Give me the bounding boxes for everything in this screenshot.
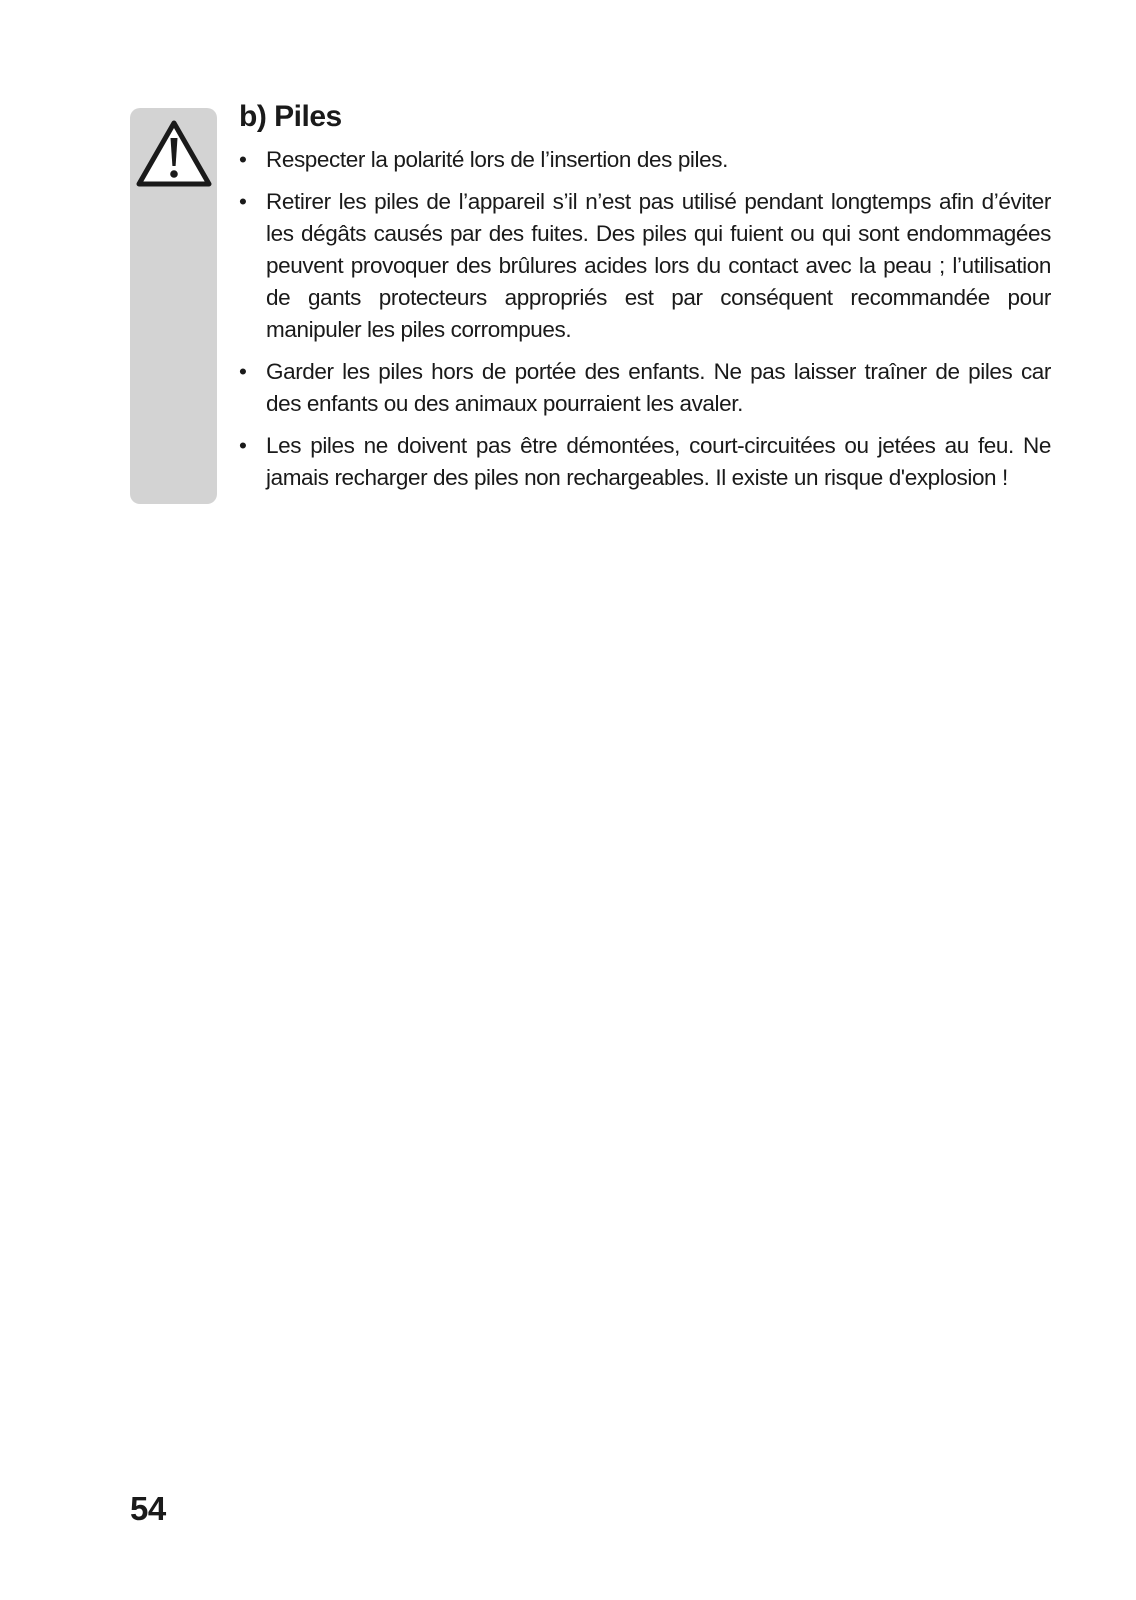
list-item-text: Respecter la polarité lors de l’insertion des piles. [266,147,728,172]
bullet-dot: • [239,189,247,214]
list-item [239,430,1051,494]
bullet-list [239,144,1051,494]
bullet-dot: • [239,359,247,384]
list-item-text: Garder les piles hors de portée des enfants. Ne pas laisser traîner de piles car des enfants ou des animaux pourraient les avaler. [266,359,1051,416]
page-number: 54 [130,1490,166,1527]
list-item-text: Retirer les piles de l’appareil s’il n’est pas utilisé pendant longtemps afin d’éviter les dégâts causés par des fuites. Des piles qui fuient ou qui sont endommagées peuvent provoquer des brûlures acides lors du contact avec la peau ; l’utilisation de gants protecteurs appropriés est par conséquent recommandée pour manipuler les piles corrompues. [266,189,1051,342]
warning-sidebar [130,108,217,504]
list-item [239,186,1051,346]
section-heading: b) Piles [239,100,342,133]
list-item [239,144,1051,176]
bullet-dot: • [239,147,247,172]
list-item-text: Les piles ne doivent pas être démontées, court-circuitées ou jetées au feu. Ne jamais recharger des piles non rechargeables. Il existe un risque d'explosion ! [266,433,1051,490]
section-content [239,100,1051,504]
bullet-dot: • [239,433,247,458]
warning-triangle-icon [135,118,213,190]
list-item [239,356,1051,420]
